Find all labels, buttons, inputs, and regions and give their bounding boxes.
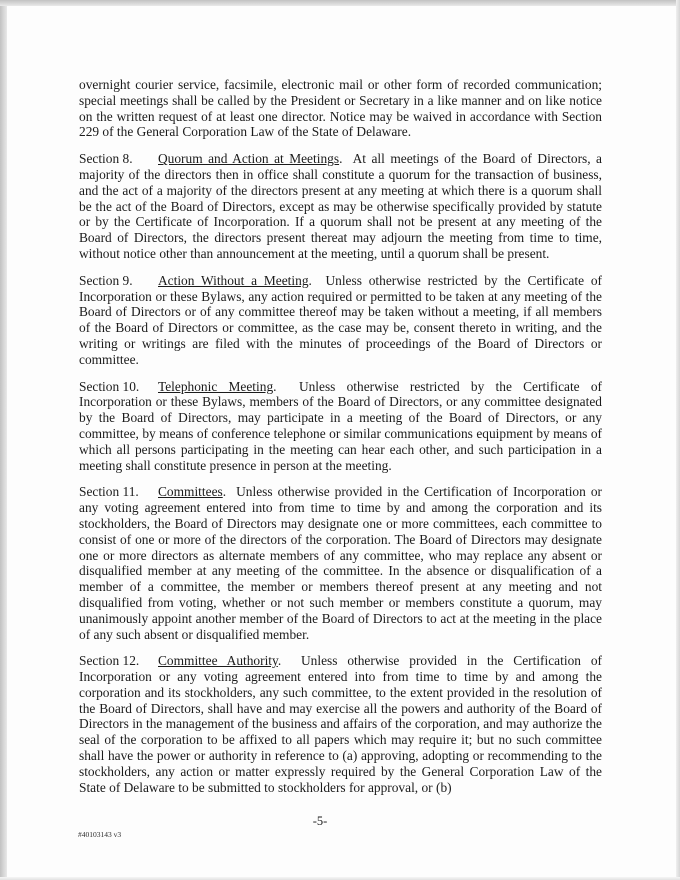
section-8-number: Section 8. <box>79 151 133 167</box>
section-11-body: Unless otherwise provided in the Certification of Incorporation or any voting agreement entered into from time to time by and among the corporation and its stockholders, the Board of Directors may designate one or more committees, each committee to consist of one or more of the directors of the corporation. The Board of Directors may designate one or more directors as alternate members of any committee, who may replace any absent or disqualified member at any meeting of the committee. In the absence or disqualification of a member of a committee, the member or members thereof present at any meeting and not disqualified from voting, whether or not such member or members constitute a quorum, may unanimously appoint another member of the Board of Directors to act at the meeting in the place of any such absent or disqualified member. <box>79 484 602 642</box>
heading-separator: . <box>277 653 301 669</box>
section-9-body: Unless otherwise restricted by the Certificate of Incorporation or these Bylaws, any action required or permitted to be taken at any meeting of the Board of Directors or of any committee thereof may be taken without a meeting, if all members of the Board of Directors or committee, as the case may be, consent thereto in writing, and the writing or writings are filed with the minutes of proceedings of the Board of Directors or committee. <box>79 272 602 367</box>
section-10-number: Section 10. <box>79 378 140 394</box>
section-8-heading: Quorum and Action at Meetings <box>158 151 340 167</box>
heading-separator: . <box>308 272 326 288</box>
section-12-body: Unless otherwise provided in the Certification of Incorporation or any voting agreement entered into from time to time by and among the corporation and its stockholders, any such committee, to the extent provided in the resolution of the Board of Directors, shall have and may exercise all the powers and authority of the Board of Directors in the management of the business and affairs of the corporation, and may authorize the seal of the corporation to be affixed to all papers which may require it; but no such committee shall have the power or authority in reference to (a) approving, adopting or recommending to the stockholders, any action or matter expressly required by the General Corporation Law of the State of Delaware to be submitted to stockholders for approval, or (b) <box>79 653 602 795</box>
section-10-heading: Telephonic Meeting <box>158 378 274 394</box>
page-body-text <box>79 77 602 806</box>
section-8-paragraph <box>79 151 602 262</box>
section-11-number: Section 11. <box>79 484 139 500</box>
section-8-body: At all meetings of the Board of Directors, a majority of the directors then in office shall constitute a quorum for the transaction of business, and the act of a majority of the directors present at any meeting at which there is a quorum shall be the act of the Board of Directors, except as may be otherwise specifically provided by statute or by the Certificate of Incorporation. If a quorum shall not be present at any meeting of the Board of Directors, the directors present thereat may adjourn the meeting from time to time, without notice other than announcement at the meeting, until a quorum shall be present. <box>79 151 603 261</box>
document-id-stamp: #40103143 v3 <box>78 830 122 839</box>
scan-edge-top <box>0 0 680 6</box>
section-12-paragraph <box>79 653 602 795</box>
heading-separator: . <box>222 484 237 500</box>
section-10-paragraph <box>79 379 602 474</box>
section-11-heading: Committees <box>158 484 223 500</box>
heading-separator: . <box>273 378 299 394</box>
scan-edge-left <box>0 0 7 880</box>
continuation-paragraph: overnight courier service, facsimile, electronic mail or other form of recorded communication; special meetings shall be called by the President or Secretary in a like manner and on like notice on the written request of at least one director. Notice may be waived in accordance with Section 229 of the General Corporation Law of the State of Delaware. <box>79 77 602 140</box>
scan-edge-right <box>676 0 680 880</box>
section-12-heading: Committee Authority <box>158 653 278 669</box>
section-9-paragraph <box>79 273 602 368</box>
section-10-body: Unless otherwise restricted by the Certificate of Incorporation or these Bylaws, members of the Board of Directors, or any committee designated by the Board of Directors, may participate in a meeting of the Board of Directors, or any committee, by means of conference telephone or similar communications equipment by means of which all persons participating in the meeting can hear each other, and such participation in a meeting shall constitute presence in person at the meeting. <box>79 378 602 473</box>
page-number: -5- <box>312 814 328 828</box>
section-9-heading: Action Without a Meeting <box>158 272 309 288</box>
section-12-number: Section 12. <box>79 653 140 669</box>
heading-separator: . <box>339 151 353 167</box>
section-11-paragraph <box>79 484 602 642</box>
section-9-number: Section 9. <box>79 272 133 288</box>
